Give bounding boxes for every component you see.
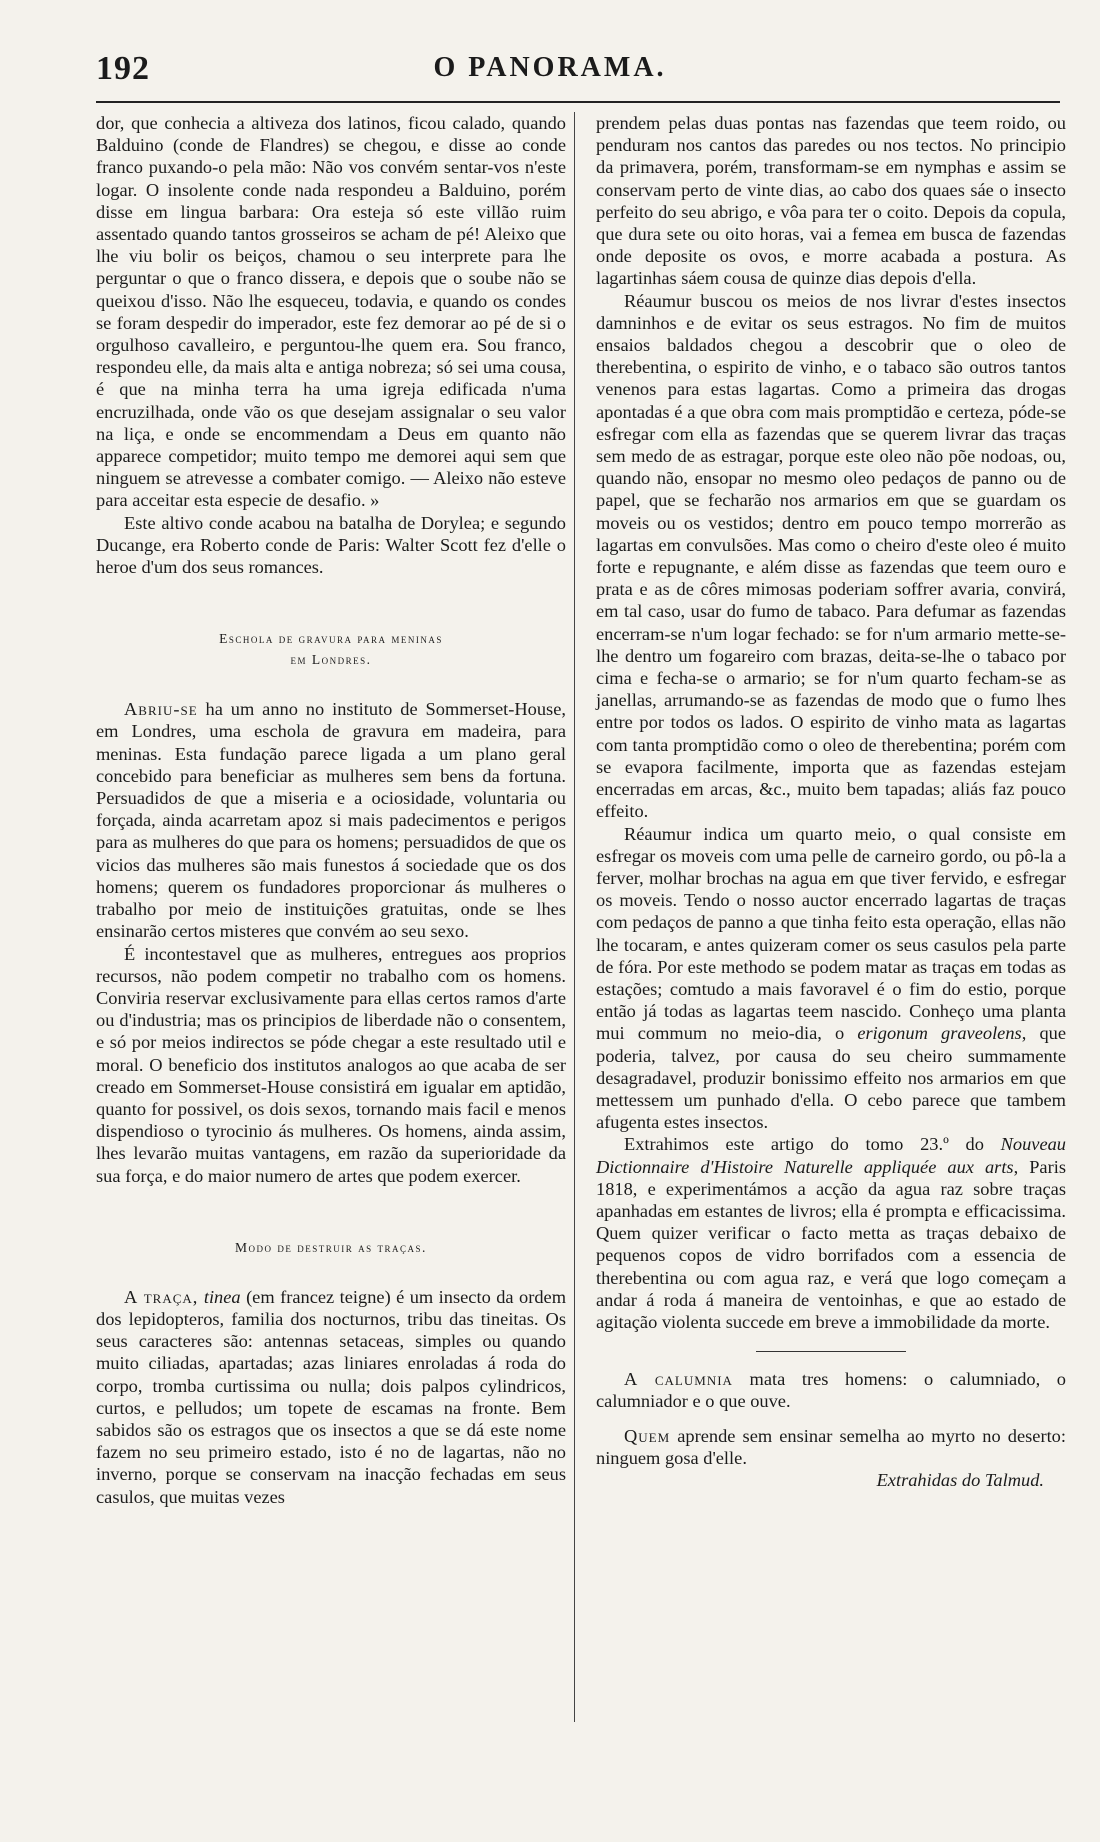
article-paragraph (96, 1286, 566, 1508)
paragraph-text: Extrahimos este artigo do tomo 23.º do (624, 1134, 984, 1155)
section-rule (756, 1351, 906, 1352)
article-paragraph: É incontestavel que as mulheres, entregues aos proprios recursos, não podem competir no trabalho com os homens. Conviria reservar exclusivamente para ellas certos ramos d'arte ou d'industria; mas os principios de liberdade não o consentem, e só por meios indirectos se póde chegar a este resultado util e moral. O beneficio dos institutos analogos ao que acaba de ser creado em Sommerset-House consistirá em igualar em aptidão, quanto for possivel, os dois sexos, tornando mais facil e menos dispendioso o tyrocinio ás mulheres. Os homens, ainda assim, lhes levarão muitas vantagens, em razão da superioridade da sua força, e do maior numero de artes que podem exercer. (96, 943, 566, 1186)
journal-title: O PANORAMA. (433, 52, 667, 83)
lead-word: Quem (624, 1425, 671, 1446)
paragraph-text: Réaumur indica um quarto meio, o qual consiste em esfregar os moveis com uma pelle de carneiro gordo, ou pô-la a ferver, molhar brochas na agua em que tiver fervido, e esfregar os moveis. Tendo o nosso auctor encerrado lagartas de traças com pedaços de panno a que tinha feito esta operação, ellas não lhe tocaram, e antes quizeram comer os seus casulos pela parte de fóra. Por este methodo se podem matar as traças em todas as estações; comtudo a mais favoravel é o fim do estio, porque então já todas as lagartas teem nascido. Conheço uma planta mui commum no meio-dia, o (596, 823, 1066, 1044)
maxim (596, 1368, 1066, 1412)
continued-paragraph: prendem pelas duas pontas nas fazendas que teem roido, ou penduram nos cantos das paredes ou nos tectos. No principio da primavera, porém, transformam-se em nymphas e assim se conservam perto de vinte dias, ao cabo dos quaes sáe o insecto perfeito do seu abrigo, e vôa para ter o coito. Depois da copula, que dura sete ou oito horas, vai a femea em busca de fazendas onde deposite os ovos, e morre acabada a postura. As lagartinhas sáem cousa de quinze dias depois d'ella. (596, 113, 1066, 289)
right-column (596, 112, 1066, 1491)
section-heading-line: em Londres. (290, 652, 372, 668)
closing-paragraph: Este altivo conde acabou na batalha de Dorylea; e segundo Ducange, era Roberto conde de Paris: Walter Scott fez d'elle o heroe d'um dos seus romances. (96, 512, 566, 578)
page-number: 192 (96, 50, 150, 87)
article-paragraph (596, 823, 1066, 1134)
section-heading-tracas (96, 1237, 566, 1258)
lead-word: A traça, (124, 1286, 199, 1307)
paragraph-text: mata tres homens: o calumniado, o calumniador e o que ouve. (596, 1369, 1066, 1412)
lead-word: Abriu-se (124, 699, 198, 720)
article-paragraph (96, 698, 566, 942)
continued-paragraph: dor, que conhecia a altiveza dos latinos, ficou calado, quando Balduino (conde de Flandres) se chegou, e disse ao conde franco puxando-o pela mão: Não vos convém sentar-vos n'este logar. O insolente conde nada respondeu a Balduino, porém disse em lingua barbara: Ora esteja só este villão ruim assentado quando tantos grosseiros se acham de pé! Aleixo que lhe viu bolir os beiços, chamou o seu interprete para lhe perguntar o que o franco dissera, e depois que o soube não se queixou d'isso. Não lhe esqueceu, todavia, e quando os condes se foram despedir do imperador, este fez demorar ao pé de si o orgulhoso cavalleiro, e perguntou-lhe quem era. Sou franco, respondeu elle, da mais alta e antiga nobreza; só sei uma cousa, é que na minha terra ha uma igreja edificada n'uma encruzilhada, onde vão os que desejam assignalar o seu valor na liça, e onde se encommendam a Deus em quanto não apparece competidor; muito tempo me demorei aqui sem que ninguem se atrevesse a combater comigo. — Aleixo não esteve para acceitar esta especie de desafio. » (96, 113, 566, 511)
section-heading-line: Modo de destruir as traças. (235, 1239, 427, 1255)
book-title: Nouveau Dictionnaire d'Histoire Naturelle appliquée aux arts (596, 1134, 1066, 1177)
lead-word: A calumnia (624, 1369, 733, 1390)
column-divider (574, 112, 575, 1722)
paragraph-text: (em francez teigne) é um insecto da ordem dos lepidopteros, familia dos nocturnos, tribu das tineitas. Os seus caracteres são: antennas setaceas, simples ou quando muito ciliadas, apartadas; azas liniares enroladas á roda do corpo, tromba curtissima ou nulla; dois palpos cylindricos, curtos, e pelludos; um topete de escamas na fronte. Bem sabidos são os estragos que os insectos a que se dá este nome fazem no seu primeiro estado, isto é no de lagartas, não no inverno, porque se conservam na inacção fechadas em seus casulos, que muitas vezes (96, 1286, 566, 1507)
attribution: Extrahidas do Talmud. (876, 1469, 1044, 1490)
section-heading-line: Eschola de gravura para meninas (219, 631, 443, 647)
paragraph-text: , Paris 1818, e experimentámos a acção da agua raz sobre traças apanhadas em estantes de livros; ella é prompta e efficacissima. Quem quizer verificar o facto metta as traças debaixo de pequenos copos de vidro borrifados com a essencia de therebentina ou com agua raz, e verá que logo começam a andar á roda á maneira de ventoinhas, e que ao estado de agitação violenta succede em breve a immobilidade da morte. (596, 1156, 1066, 1332)
paragraph-text: ha um anno no instituto de Sommerset-House, em Londres, uma eschola de gravura em madeira, para meninas. Esta fundação parece ligada a um plano geral concebido para beneficiar as mulheres sem bens da fortuna. Persuadidos de que a miseria e a ociosidade, voluntaria ou forçada, ainda acarretam apoz si mais padecimentos e perigos para as mulheres do que para os homens; persuadidos de que os vicios das mulheres são mais funestos á sociedade que os dos homens; querem os fundadores proporcionar ás mulheres o trabalho por meio de instituições gratuitas, onde se lhes ensinarão certos misteres que convém ao seu sexo. (96, 699, 566, 942)
maxim (596, 1425, 1066, 1469)
left-column (96, 112, 566, 1508)
section-heading-eschola (96, 628, 566, 670)
paragraph-text: , que poderia, talvez, por causa do seu cheiro summamente desagradavel, produzir bonissimo effeito nos armarios em que mettessem um punhado d'ella. O cebo parece que tambem afugenta estes insectos. (596, 1023, 1066, 1133)
paragraph-text: aprende sem ensinar semelha ao myrto no deserto: ninguem gosa d'elle. (596, 1425, 1066, 1468)
latin-term: tinea (203, 1286, 241, 1307)
article-paragraph: Réaumur buscou os meios de nos livrar d'estes insectos damninhos e de evitar os seus estragos. No fim de muitos ensaios baldados chegou a descobrir que o oleo de therebentina, o espirito de vinho, e o tabaco são outros tantos venenos para estas lagartas. Como a primeira das drogas apontadas é a que obra com mais promptidão e certeza, póde-se esfregar com ella as fazendas que se querem livrar das traças sem medo de as estragar, porque este oleo não põe nodoas, ou, quando não, ensopar no mesmo oleo pedaços de panno ou de papel, que se fecharão nos armarios em que se guardam os moveis ou os vestidos; dentro em pouco tempo morrerão as lagartas em convulsões. Mas como o cheiro d'este oleo é muito forte e repugnante, e além disse as fazendas que teem ouro e prata e as de côres mimosas poderiam soffrer avaria, convirá, em tal caso, usar do fumo de tabaco. Para defumar as fazendas encerram-se n'um logar fechado: se for n'um armario mette-se-lhe dentro um fogareiro com brazas, deita-se-lhe o tabaco por cima e fecha-se o armario; se for n'um quarto fecham-se as janellas, arrumando-se as fazendas de modo que o fumo lhes entre por todos os lados. O espirito de vinho mata as lagartas com tanta promptidão como o oleo de therebentina; porém com se evapora facilmente, importa que as fazendas estejam encerradas em arcas, &c., muito bem tapadas; aliás faz pouco effeito. (596, 290, 1066, 822)
plant-name: erigonum graveolens (857, 1023, 1022, 1044)
header-rule (96, 101, 1060, 103)
article-paragraph (596, 1133, 1066, 1333)
